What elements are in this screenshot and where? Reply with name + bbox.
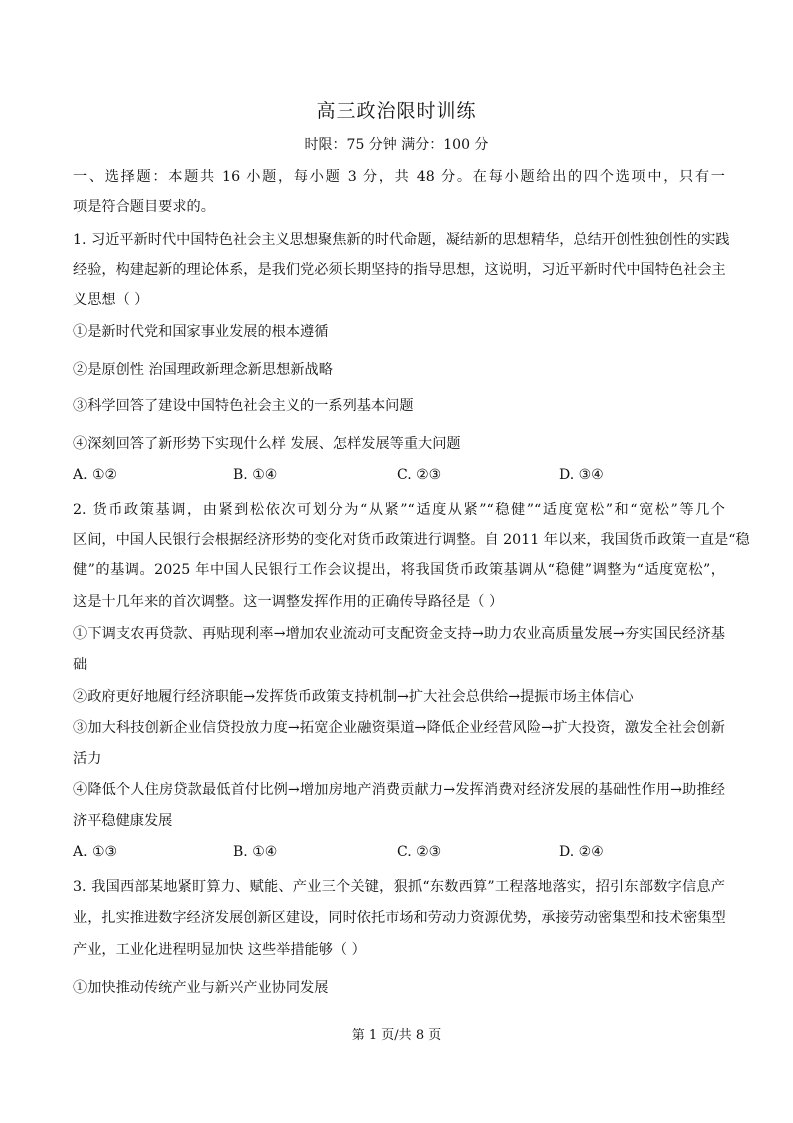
section-instruction-line-1: 一、选择题：本题共 16 小题，每小题 3 分，共 48 分。在每小题给出的四个选项中，只有一 xyxy=(73,169,725,185)
q1-option-a: A. ①② xyxy=(73,467,118,483)
q2-option-a: A. ①③ xyxy=(73,844,118,860)
q2-statement-2: ②政府更好地履行经济职能→发挥货币政策支持机制→扩大社会总供给→提振市场主体信心 xyxy=(73,689,634,705)
q2-stem-line-3: 健”的基调。2025 年中国人民银行工作会议提出，将我国货币政策基调从“稳健”调整为“适度宽松”， xyxy=(73,562,725,578)
q3-stem-line-3: 产业，工业化进程明显加快 这些举措能够（ ） xyxy=(73,942,366,958)
exam-info: 时限：75 分钟 满分：100 分 xyxy=(304,137,489,153)
q1-options xyxy=(73,467,725,487)
q1-option-d: D. ③④ xyxy=(559,467,604,483)
q1-stem-line-1: 1. 习近平新时代中国特色社会主义思想聚焦新的时代命题，凝结新的思想精华，总结开创性独创性的实践 xyxy=(73,232,730,248)
q2-option-c: C. ②③ xyxy=(397,844,442,860)
page-title: 高三政治限时训练 xyxy=(316,100,477,122)
page-number: 第 1 页/共 8 页 xyxy=(351,1028,442,1043)
q3-statement-1: ①加快推动传统产业与新兴产业协同发展 xyxy=(73,980,329,996)
q2-option-b: B. ①④ xyxy=(233,844,278,860)
q3-stem-line-2: 业，扎实推进数字经济发展创新区建设，同时依托市场和劳动力资源优势，承接劳动密集型和技术密集型 xyxy=(73,910,726,926)
q2-statement-1: ①下调支农再贷款、再贴现利率→增加农业流动可支配资金支持→助力农业高质量发展→夯实国民经济基 xyxy=(73,626,725,642)
q2-options xyxy=(73,844,725,864)
q1-statement-3: ③科学回答了建设中国特色社会主义的一系列基本问题 xyxy=(73,398,414,414)
q2-option-d: D. ②④ xyxy=(559,844,604,860)
q1-statement-2: ②是原创性 治国理政新理念新思想新战略 xyxy=(73,362,333,378)
section-instruction-line-2: 项是符合题目要求的。 xyxy=(73,199,215,215)
q1-statement-1: ①是新时代党和国家事业发展的根本遵循 xyxy=(73,324,329,340)
q2-statement-3-cont: 活力 xyxy=(73,751,102,767)
q1-option-b: B. ①④ xyxy=(233,467,278,483)
q3-stem-line-1: 3. 我国西部某地紧盯算力、赋能、产业三个关键，狠抓“东数西算”工程落地落实，招引东部数字信息产 xyxy=(73,879,725,895)
q2-stem-line-2: 区间，中国人民银行会根据经济形势的变化对货币政策进行调整。自 2011 年以来，我国货币政策一直是“稳 xyxy=(73,532,750,548)
q2-stem-line-4: 这是十几年来的首次调整。这一调整发挥作用的正确传导路径是（ ） xyxy=(73,594,504,610)
q2-statement-4-cont: 济平稳健康发展 xyxy=(73,813,173,829)
q2-stem-line-1: 2. 货币政策基调，由紧到松依次可划分为“从紧”“适度从紧”“稳健”“适度宽松”和“宽松”等几个 xyxy=(73,502,725,518)
q1-option-c: C. ②③ xyxy=(397,467,442,483)
q1-stem-line-3: 义思想（ ） xyxy=(73,292,149,308)
q1-stem-line-2: 经验，构建起新的理论体系，是我们党必须长期坚持的指导思想，这说明，习近平新时代中国特色社会主 xyxy=(73,262,726,278)
q1-statement-4: ④深刻回答了新形势下实现什么样 发展、怎样发展等重大问题 xyxy=(73,436,461,452)
q2-statement-1-cont: 础 xyxy=(73,657,88,673)
q2-statement-4: ④降低个人住房贷款最低首付比例→增加房地产消费贡献力→发挥消费对经济发展的基础性作用→助推经 xyxy=(73,782,725,798)
q2-statement-3: ③加大科技创新企业信贷投放力度→拓宽企业融资渠道→降低企业经营风险→扩大投资，激发全社会创新 xyxy=(73,720,725,736)
